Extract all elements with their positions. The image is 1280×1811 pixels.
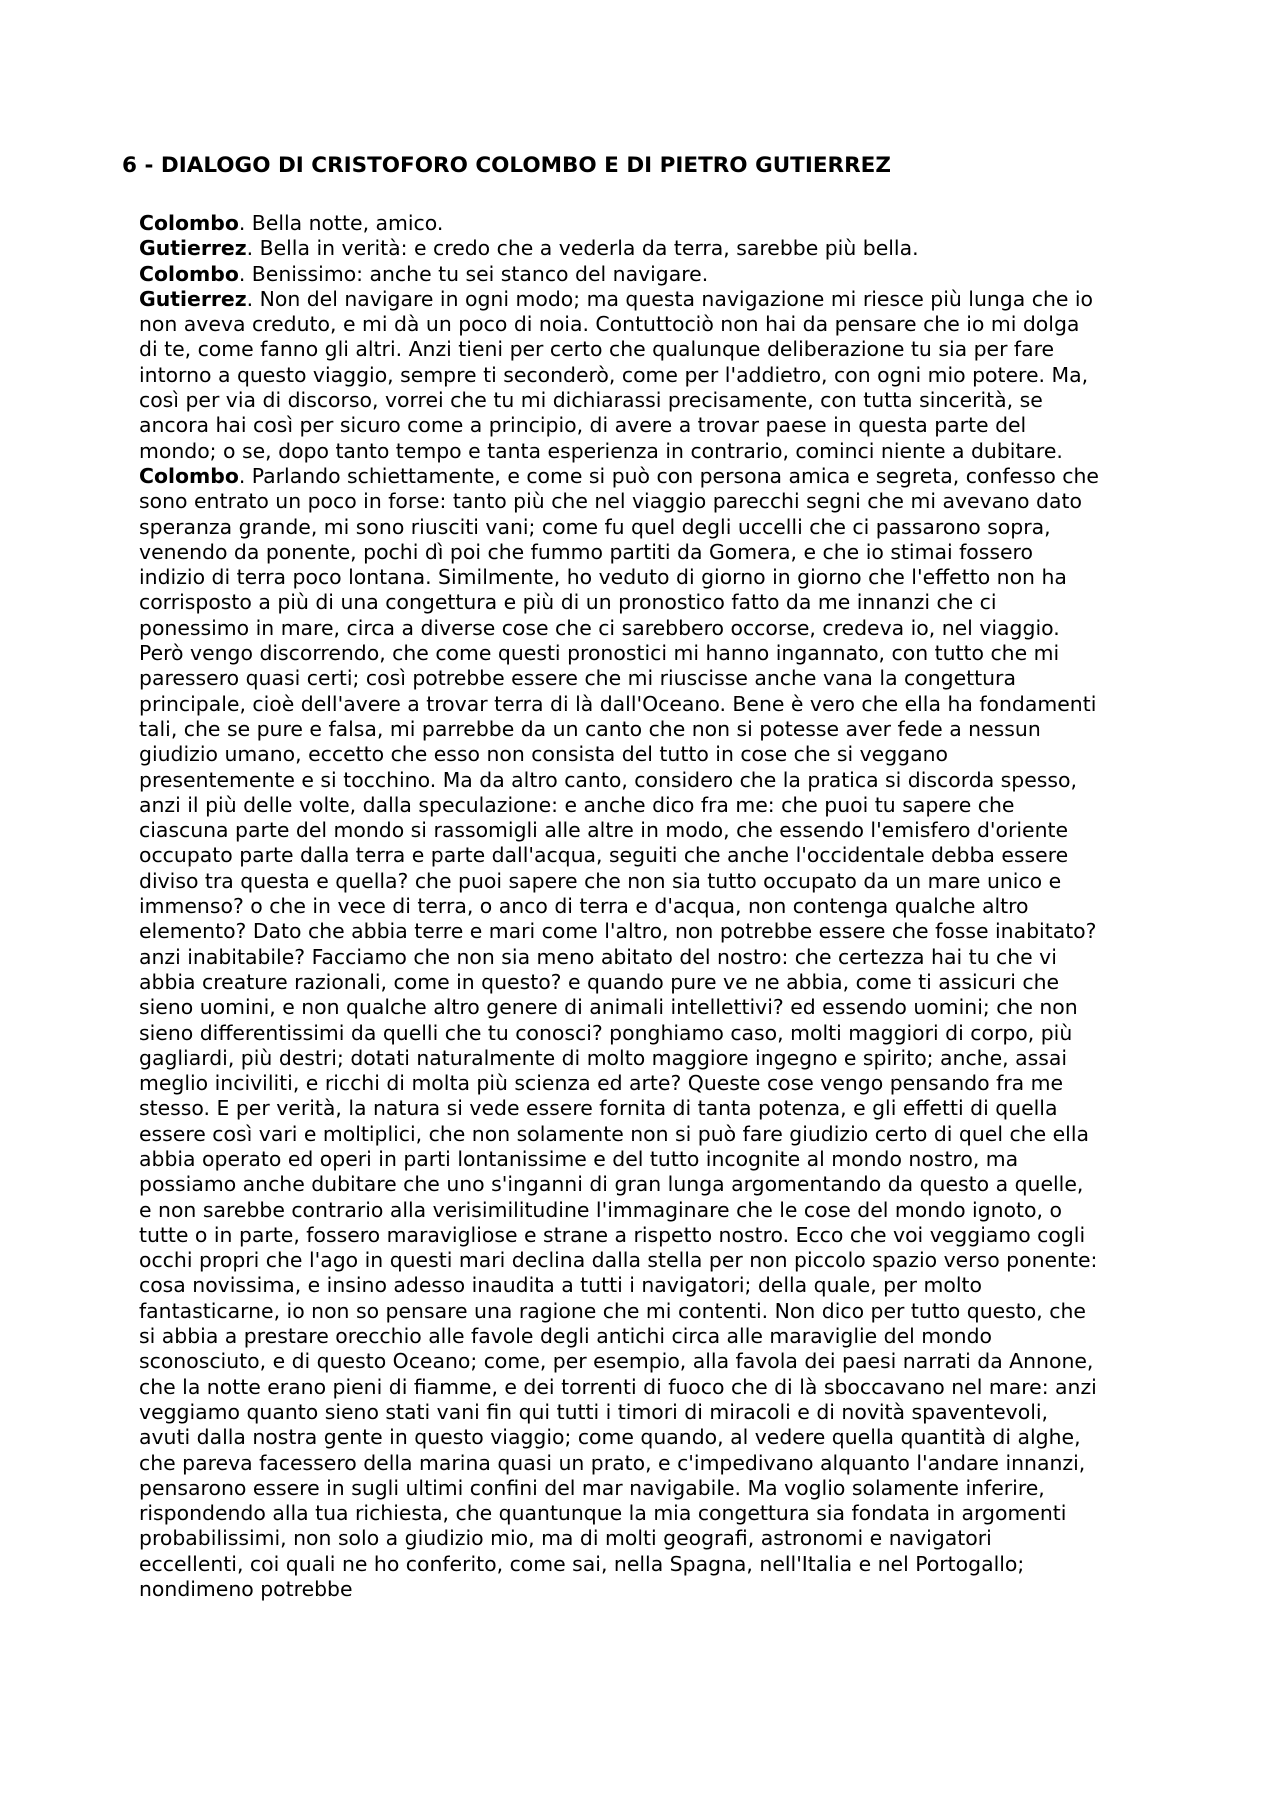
speaker-name: Colombo <box>139 261 239 286</box>
speech-text: . Non del navigare in ogni modo; ma questa navigazione mi riesce più lunga che io non aveva creduto, e mi dà un poco di noia. Contuttociò non hai da pensare che io mi dolga di te, come fanno gli altri. Anzi tieni per certo che qualunque deliberazione tu sia per fare intorno a questo viaggio, sempre ti seconderò, come per l'addietro, con ogni mio potere. Ma, così per via di discorso, vorrei che tu mi dichiarassi precisamente, con tutta sincerità, se ancora hai così per sicuro come a principio, di avere a trovar paese in questa parte del mondo; o se, dopo tanto tempo e tanta esperienza in contrario, cominci niente a dubitare. <box>139 286 1094 463</box>
speech-text: . Bella notte, amico. <box>238 211 444 235</box>
speaker-name: Gutierrez <box>139 286 247 311</box>
speaker-name: Gutierrez <box>139 236 247 261</box>
document-title: 6 - DIALOGO DI CRISTOFORO COLOMBO E DI PIETRO GUTIERREZ <box>122 153 891 178</box>
speaker-name: Colombo <box>139 211 239 235</box>
speech-text: . Bella in verità: e credo che a vederla da terra, sarebbe più bella. <box>246 236 919 261</box>
dialogue-body <box>139 211 1099 1602</box>
speech-text: . Benissimo: anche tu sei stanco del navigare. <box>238 261 709 286</box>
dialogue-turn <box>139 236 1099 261</box>
dialogue-turn <box>139 262 1099 287</box>
dialogue-turn <box>139 211 1099 236</box>
speaker-name: Colombo <box>139 463 239 488</box>
dialogue-turn <box>139 287 1099 464</box>
dialogue-turn <box>139 464 1099 1602</box>
speech-text: . Parlando schiettamente, e come si può con persona amica e segreta, confesso che sono entrato un poco in forse: tanto più che nel viaggio parecchi segni che mi avevano dato speranza grande, mi sono riusciti vani; come fu quel degli uccelli che ci passarono sopra, venendo da ponente, pochi dì poi che fummo partiti da Gomera, e che io stimai fossero indizio di terra poco lontana. Similmente, ho veduto di giorno in giorno che l'effetto non ha corrisposto a più di una congettura e più di un pronostico fatto da me innanzi che ci ponessimo in mare, circa a diverse cose che ci sarebbero occorse, credeva io, nel viaggio. Però vengo discorrendo, che come questi pronostici mi hanno ingannato, con tutto che mi paressero quasi certi; così potrebbe essere che mi riuscisse anche vana la congettura principale, cioè dell'avere a trovar terra di là dall'Oceano. Bene è vero che ella ha fondamenti tali, che se pure e falsa, mi parrebbe da un canto che non si potesse aver fede a nessun giudizio umano, eccetto che esso non consista del tutto in cose che si veggano presentemente e si tocchino. Ma da altro canto, considero che la pratica si discorda spesso, anzi il più delle volte, dalla speculazione: e anche dico fra me: che puoi tu sapere che ciascuna parte del mondo si rassomigli alle altre in modo, che essendo l'emisfero d'oriente occupato parte dalla terra e parte dall'acqua, seguiti che anche l'occidentale debba essere diviso tra questa e quella? che puoi sapere che non sia tutto occupato da un mare unico e immenso? o che in vece di terra, o anco di terra e d'acqua, non contenga qualche altro elemento? Dato che abbia terre e mari come l'altro, non potrebbe essere che fosse inabitato? anzi inabitabile? Facciamo che non sia meno abitato del nostro: che certezza hai tu che vi abbia creature razionali, come in questo? e quando pure ve ne abbia, come ti assicuri che sieno uomini, e non qualche altro genere di animali intellettivi? ed essendo uomini; che non sieno differentissimi da quelli che tu conosci? ponghiamo caso, molti maggiori di corpo, più gagliardi, più destri; dotati naturalmente di molto maggiore ingegno e spirito; anche, assai meglio inciviliti, e ricchi di molta più scienza ed arte? Queste cose vengo pensando fra me stesso. E per verità, la natura si vede essere fornita di tanta potenza, e gli effetti di quella essere così vari e moltiplici, che non solamente non si può fare giudizio certo di quel che ella abbia operato ed operi in parti lontanissime e del tutto incognite al mondo nostro, ma possiamo anche dubitare che uno s'inganni di gran lunga argomentando da questo a quelle, e non sarebbe contrario alla verisimilitudine l'immaginare che le cose del mondo ignoto, o tutte o in parte, fossero maravigliose e strane a rispetto nostro. Ecco che voi veggiamo cogli occhi propri che l'ago in questi mari declina dalla stella per non piccolo spazio verso ponente: cosa novissima, e insino adesso inaudita a tutti i navigatori; della quale, per molto fantasticarne, io non so pensare una ragione che mi contenti. Non dico per tutto questo, che si abbia a prestare orecchio alle favole degli antichi circa alle maraviglie del mondo sconosciuto, e di questo Oceano; come, per esempio, alla favola dei paesi narrati da Annone, che la notte erano pieni di fiamme, e dei torrenti di fuoco che di là sboccavano nel mare: anzi veggiamo quanto sieno stati vani fin qui tutti i timori di miracoli e di novità spaventevoli, avuti dalla nostra gente in questo viaggio; come quando, al vedere quella quantità di alghe, che pareva facessero della marina quasi un prato, e c'impedivano alquanto l'andare innanzi, pensarono essere in sugli ultimi confini del mar navigabile. Ma voglio solamente inferire, rispondendo alla tua richiesta, che quantunque la mia congettura sia fondata in argomenti probabilissimi, non solo a giudizio mio, ma di molti geografi, astronomi e navigatori eccellenti, coi quali ne ho conferito, come sai, nella Spagna, nell'Italia e nel Portogallo; nondimeno potrebbe <box>139 463 1099 1602</box>
